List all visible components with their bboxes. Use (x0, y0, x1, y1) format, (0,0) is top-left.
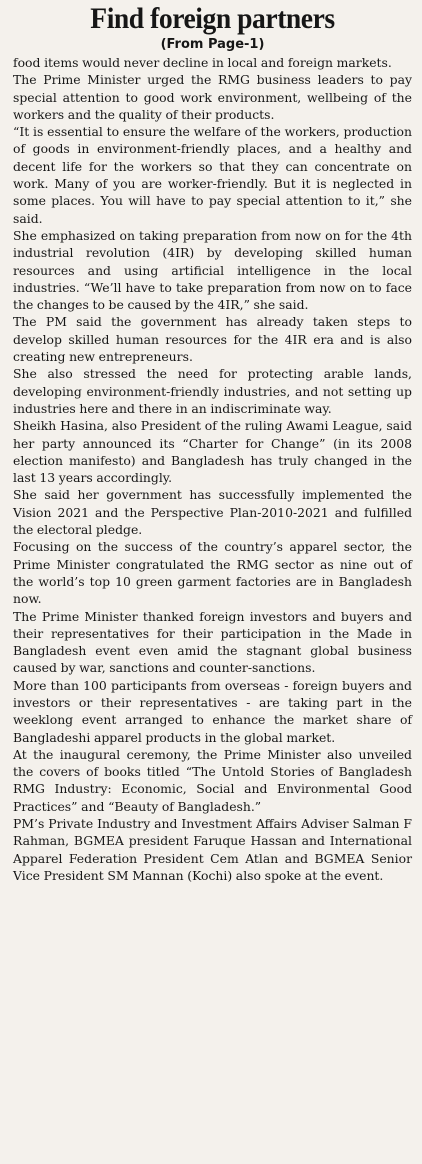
news-article (0, 2, 422, 884)
paragraph: food items would never decline in local and foreign markets. (13, 55, 392, 70)
article-body (13, 54, 412, 884)
paragraph: PM’s Private Industry and Investment Affairs Adviser Salman F Rahman, BGMEA president Faruque Hassan and International Apparel Federation President Cem Atlan and BGMEA Senior Vice President SM Mannan (Kochi) also spoke at the event. (13, 816, 412, 883)
continued-from-label: (From Page-1) (160, 37, 265, 52)
headline: Find foreign partners (90, 2, 335, 35)
paragraph: Sheikh Hasina, also President of the ruling Awami League, said her party announced its “Charter for Change” (in its 2008 election manifesto) and Bangladesh has truly changed in the last 13 years accordingly. (13, 418, 412, 486)
paragraph: She emphasized on taking preparation from now on for the 4th industrial revolution (4IR) by developing skilled human resources and using artificial intelligence in the local industries. “We’ll have to take preparation from now on to face the changes to be caused by the 4IR,” she said. (13, 227, 412, 313)
paragraph: Focusing on the success of the country’s apparel sector, the Prime Minister congratulated the RMG sector as nine out of the world’s top 10 green garment factories are in Bangladesh now. (13, 539, 412, 607)
paragraph: She said her government has successfully implemented the Vision 2021 and the Perspective Plan-2010-2021 and fulfilled the electoral pledge. (13, 487, 412, 538)
paragraph: “It is essential to ensure the welfare of the workers, production of goods in environment-friendly places, and a healthy and decent life for the workers so that they can concentrate on work. Many of you are worker-friendly. But it is neglected in some places. You will have to pay special attention to it,” she said. (13, 124, 412, 226)
paragraph: The Prime Minister thanked foreign investors and buyers and their representatives for their participation in the Made in Bangladesh event even amid the stagnant global business caused by war, sanctions and counter-sanctions. (13, 608, 412, 676)
paragraph: More than 100 participants from overseas - foreign buyers and investors or their representatives - are taking part in the weeklong event arranged to enhance the market share of Bangladeshi apparel products in the global market. (13, 677, 412, 745)
paragraph: The Prime Minister urged the RMG business leaders to pay special attention to good work environment, wellbeing of the workers and the quality of their products. (13, 72, 412, 122)
paragraph: She also stressed the need for protecting arable lands, developing environment-friendly industries, and not setting up industries here and there in an indiscriminate way. (13, 366, 412, 416)
paragraph: At the inaugural ceremony, the Prime Minister also unveiled the covers of books titled “The Untold Stories of Bangladesh RMG Industry: Economic, Social and Environmental Good Practices” and “Beauty of Bangladesh.” (13, 746, 412, 814)
paragraph: The PM said the government has already taken steps to develop skilled human resources for the 4IR era and is also creating new entrepreneurs. (13, 314, 412, 365)
